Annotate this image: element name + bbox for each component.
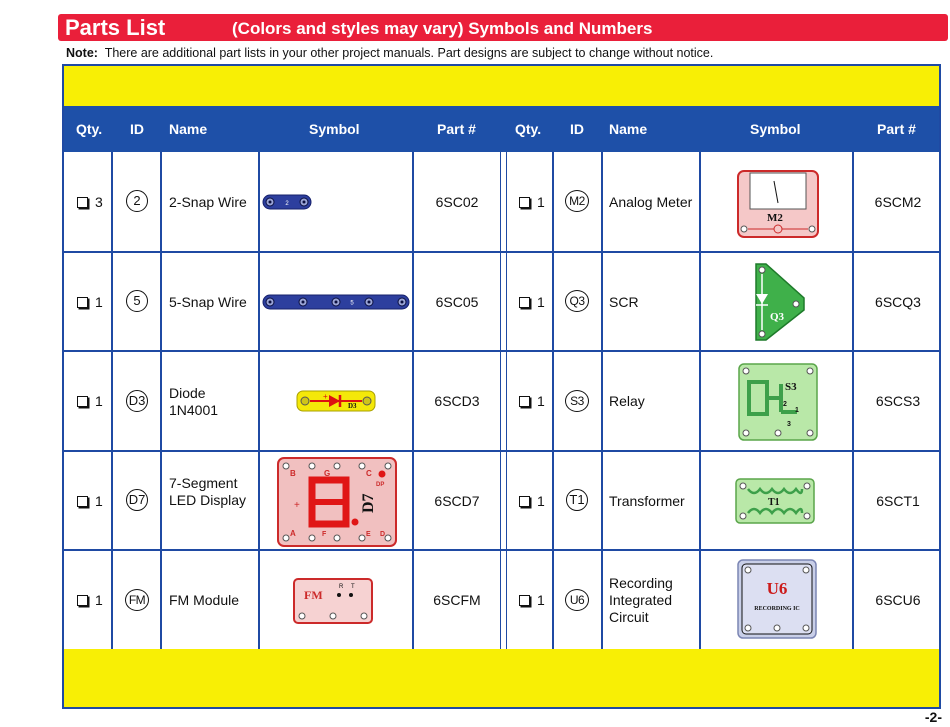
- svg-text:2: 2: [783, 401, 787, 408]
- page-number: -2-: [924, 709, 942, 725]
- svg-text:B: B: [290, 469, 296, 478]
- column-separator: [500, 152, 507, 649]
- qty-left-2: 1: [77, 294, 103, 311]
- qty-left-3: 1: [77, 393, 103, 410]
- svg-text:S3: S3: [785, 381, 797, 393]
- id-badge: FM: [125, 589, 149, 611]
- checkbox[interactable]: [519, 197, 530, 208]
- id-badge: D3: [126, 390, 148, 412]
- two-snap-wire-icon: [262, 192, 314, 212]
- svg-text:D3: D3: [348, 402, 357, 410]
- recording-ic-icon: [736, 558, 818, 640]
- svg-text:G: G: [324, 469, 331, 478]
- id-badge: M2: [565, 190, 589, 212]
- header-qty-left: Qty.: [76, 121, 103, 137]
- checkbox[interactable]: [519, 595, 530, 606]
- fm-module-icon: [292, 577, 374, 625]
- qty-right-1: 1: [519, 194, 545, 211]
- part-number: 6SCQ3: [875, 294, 921, 310]
- transformer-icon: [734, 477, 816, 525]
- svg-text:+: +: [323, 392, 328, 401]
- svg-text:C: C: [366, 469, 372, 478]
- table-header: [64, 106, 939, 152]
- part-name: FM Module: [169, 592, 240, 608]
- checkbox[interactable]: [77, 396, 88, 407]
- page-title: Parts List: [65, 15, 166, 40]
- svg-text:FM: FM: [304, 588, 323, 602]
- header-id-right: ID: [570, 121, 584, 137]
- id-badge: D7: [126, 489, 148, 511]
- id-badge: T1: [566, 489, 588, 511]
- qty-right-4: 1: [519, 493, 545, 510]
- part-name: Recording Integrated Circuit: [609, 575, 673, 625]
- part-number: 6SC02: [435, 194, 479, 210]
- svg-text:+: +: [294, 500, 300, 511]
- checkbox[interactable]: [77, 595, 88, 606]
- part-number: 6SCM2: [874, 194, 922, 210]
- diode-icon: [296, 389, 376, 413]
- qty-right-2: 1: [519, 294, 545, 311]
- checkbox[interactable]: [519, 396, 530, 407]
- note-text: There are additional part lists in your other project manuals. Part designs are subject to change without notice.: [104, 46, 714, 60]
- part-name: Diode 1N4001: [169, 385, 219, 418]
- part-name: Transformer: [609, 493, 685, 509]
- top-band: [64, 66, 939, 106]
- svg-text:E: E: [366, 531, 371, 538]
- checkbox[interactable]: [519, 496, 530, 507]
- header-name-right: Name: [609, 121, 648, 137]
- id-badge: Q3: [565, 290, 589, 312]
- header-name-left: Name: [169, 121, 208, 137]
- header-part-left: Part #: [437, 121, 476, 137]
- qty-left-4: 1: [77, 493, 103, 510]
- svg-text:T1: T1: [768, 497, 780, 508]
- svg-text:3: 3: [787, 421, 791, 428]
- svg-text:A: A: [290, 529, 296, 538]
- five-snap-wire-icon: [262, 292, 412, 312]
- relay-icon: [737, 362, 819, 442]
- qty-left-5: 1: [77, 592, 103, 609]
- svg-text:1: 1: [795, 407, 799, 414]
- part-name: Analog Meter: [609, 194, 693, 210]
- id-badge: 2: [126, 190, 148, 212]
- id-badge: U6: [565, 589, 589, 611]
- title-bar: [58, 14, 948, 41]
- svg-text:T: T: [351, 584, 355, 590]
- header-part-right: Part #: [877, 121, 916, 137]
- svg-text:U6: U6: [766, 579, 788, 598]
- svg-text:2: 2: [285, 201, 289, 207]
- checkbox[interactable]: [519, 297, 530, 308]
- part-number: 6SCD3: [434, 393, 480, 409]
- header-id-left: ID: [130, 121, 144, 137]
- part-name: 5-Snap Wire: [169, 294, 247, 310]
- id-badge: S3: [565, 390, 589, 412]
- seven-segment-display-icon: [276, 456, 398, 548]
- id-badge: 5: [126, 290, 148, 312]
- part-number: 6SCFM: [433, 592, 481, 608]
- part-number: 6SCS3: [875, 393, 921, 409]
- bottom-band: [64, 649, 939, 707]
- checkbox[interactable]: [77, 297, 88, 308]
- qty-right-5: 1: [519, 592, 545, 609]
- header-symbol-left: Symbol: [309, 121, 360, 137]
- note: [66, 46, 713, 60]
- part-name: 7-Segment LED Display: [169, 475, 247, 508]
- svg-text:5: 5: [350, 300, 354, 307]
- part-number: 6SCT1: [876, 493, 920, 509]
- part-number: 6SC05: [435, 294, 479, 310]
- part-name: Relay: [609, 393, 645, 409]
- svg-text:Q3: Q3: [770, 311, 785, 323]
- header-qty-right: Qty.: [515, 121, 542, 137]
- part-name: SCR: [609, 294, 639, 310]
- page-subtitle: (Colors and styles may vary) Symbols and Numbers: [232, 19, 653, 38]
- header-symbol-right: Symbol: [750, 121, 801, 137]
- qty-right-3: 1: [519, 393, 545, 410]
- svg-text:F: F: [322, 531, 327, 538]
- analog-meter-icon: [736, 169, 820, 241]
- svg-text:M2: M2: [767, 212, 783, 224]
- part-number: 6SCU6: [875, 592, 921, 608]
- checkbox[interactable]: [77, 496, 88, 507]
- svg-text:D7: D7: [360, 493, 377, 513]
- svg-text:D: D: [380, 531, 386, 538]
- scr-icon: [748, 260, 810, 344]
- parts-table: [62, 64, 941, 709]
- part-name: 2-Snap Wire: [169, 194, 247, 210]
- note-label: Note:: [66, 46, 98, 60]
- checkbox[interactable]: [77, 197, 88, 208]
- qty-left-1: 3: [77, 194, 103, 211]
- svg-text:R: R: [339, 584, 344, 590]
- svg-text:DP: DP: [376, 482, 385, 488]
- part-number: 6SCD7: [434, 493, 480, 509]
- svg-text:RECORDING IC: RECORDING IC: [754, 606, 800, 612]
